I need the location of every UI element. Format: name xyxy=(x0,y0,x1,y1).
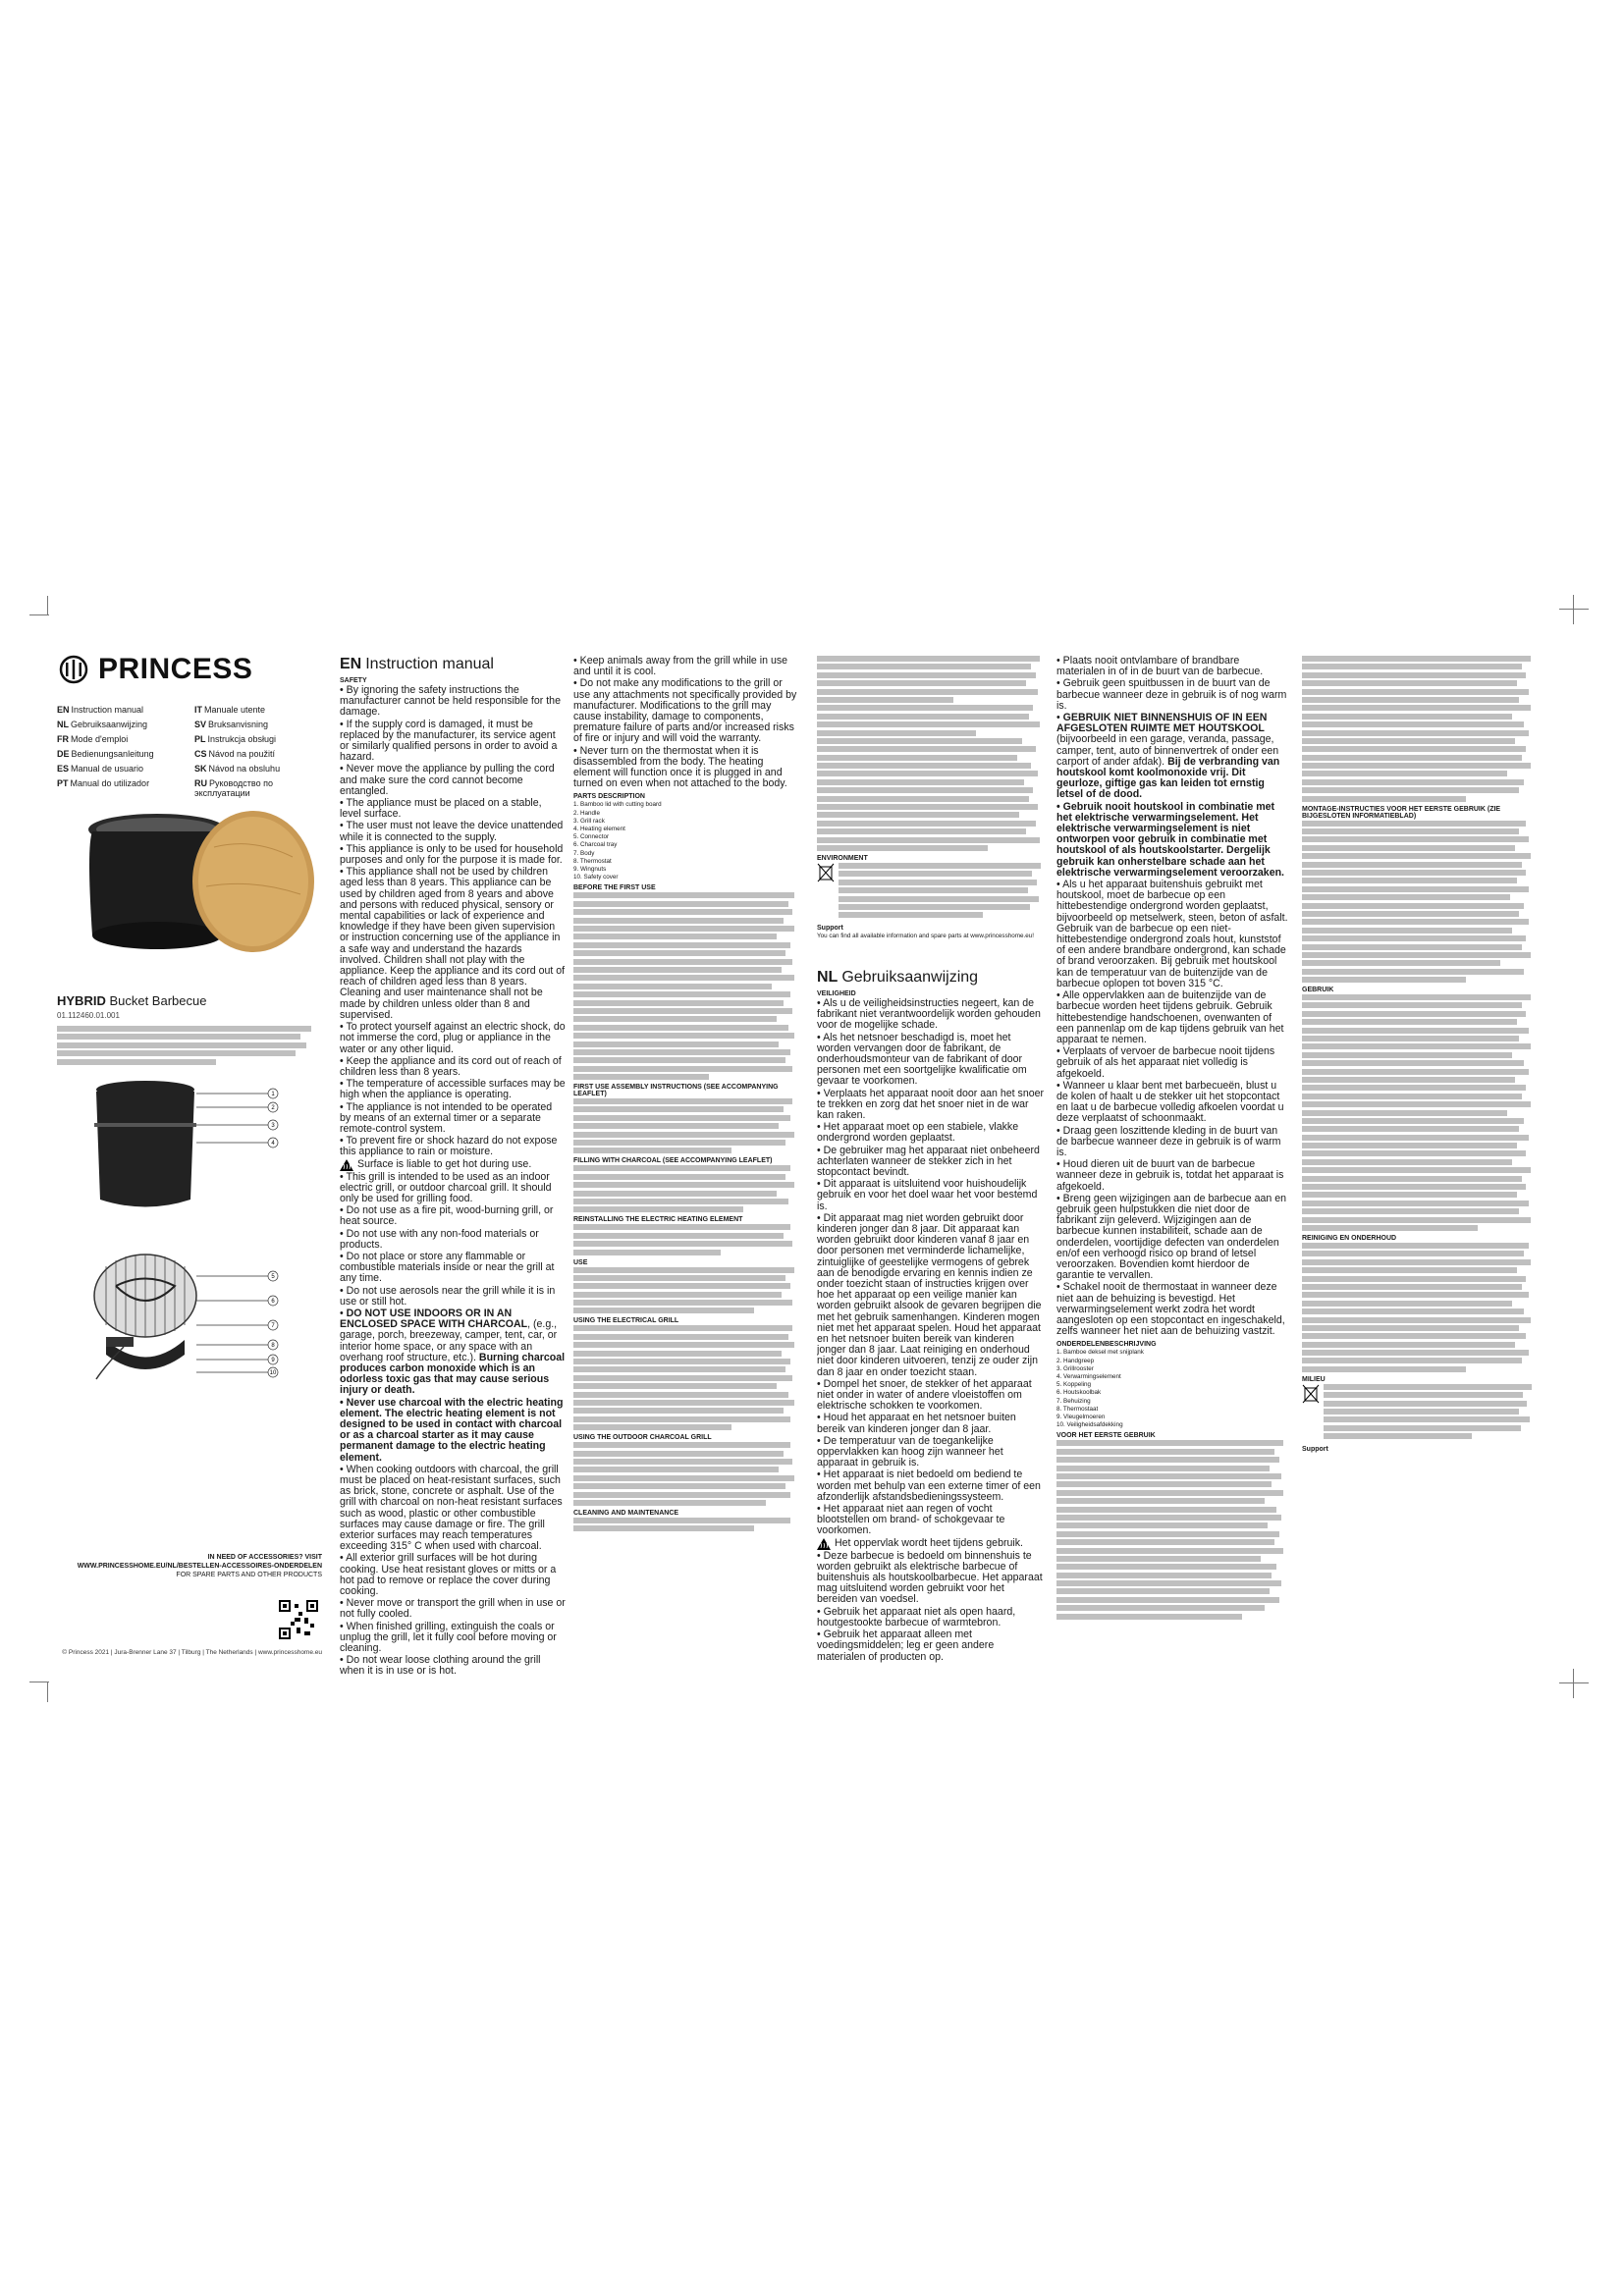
callout-10: 10 xyxy=(269,1370,277,1376)
language-code: PL xyxy=(194,734,206,744)
nl_col2.items2-item: • Schakel nooit de thermostaat in wanneer deze niet aan de behuizing is bevestigd. Het verwarmingselement werkt zodra het wordt aangesloten op een stopcontact en ingeschakeld, zelfs wanneer het niet aan de behuizing vastzit. xyxy=(1056,1282,1288,1337)
nl.items-item: • Het apparaat moet op een stabiele, vlakke ondergrond worden geplaatst. xyxy=(817,1122,1045,1144)
parts.items-item: 10. Safety cover xyxy=(573,874,619,881)
en.safety_items-item: • To prevent fire or shock hazard do not expose this appliance to rain or moisture. xyxy=(340,1136,566,1157)
crop-mark xyxy=(1573,595,1574,624)
en-safety-list xyxy=(340,685,566,1158)
nl.items-item: • De temperatuur van de toegankelijke oppervlakken kan hoog zijn wanneer het apparaat in gebruik is. xyxy=(817,1436,1045,1469)
disclaimer-text xyxy=(57,1026,322,1067)
nl.items2-item: • Deze barbecue is bedoeld om binnenshuis te worden gebruikt als elektrische barbecue of buitenshuis als houtskoolbarbecue. Het apparaat mag uitsluitend worden gebruikt voor het bereiden van voedsel. xyxy=(817,1551,1045,1606)
en.safety_items2-item: • This grill is intended to be used as an indoor electric grill, or outdoor charcoal grill. It should only be used for grilling food. xyxy=(340,1172,566,1205)
nl-milieu-block xyxy=(1302,1384,1536,1442)
qr-code xyxy=(279,1600,318,1639)
language-item xyxy=(194,749,324,759)
nl.items2-item: • Gebruik het apparaat alleen met voedingsmiddelen; leg er geen andere materialen of producten op. xyxy=(817,1629,1045,1663)
nl_col2.parts-item: 4. Verwarmingselement xyxy=(1056,1373,1121,1380)
en.safety_items-item: • By ignoring the safety instructions the manufacturer cannot be held responsible for the damage. xyxy=(340,685,566,719)
nl-safety-list-4 xyxy=(1056,880,1288,1337)
language-code: FR xyxy=(57,734,69,744)
language-item xyxy=(57,705,187,715)
crop-mark xyxy=(1573,1669,1574,1698)
en_col2_top-item: • Do not make any modifications to the grill or use any attachments not specifically provided by manufacturer. Modifications to the grill may cause instability, damage to components, premature failure of parts and/or increased risks of fire or injury and will void the warranty. xyxy=(573,678,799,744)
en_col2_top-item: • Never turn on the thermostat when it is disassembled from the body. The heating element will function once it is plugged in and turned on even when not attached to the body. xyxy=(573,746,799,790)
nl.items-item: • Houd het apparaat en het netsnoer buiten bereik van kinderen jonger dan 8 jaar. xyxy=(817,1413,1045,1434)
language-code: SV xyxy=(194,720,207,729)
support-heading: Support xyxy=(817,924,843,932)
nl.items-item: • Als het netsnoer beschadigd is, moet het worden vervangen door de fabrikant, de onderhoudsmonteur van de fabrikant of door personen met een soortgelijke kwalificatie om gevaar te voorkomen. xyxy=(817,1033,1045,1088)
nl-never-charcoal: • Gebruik nooit houtskool in combinatie met het elektrische verwarmingselement. Het elektrische verwarmingselement is niet ontworpen voor gebruik in combinatie met houtskool of als houtskoolstarter. Dergelijk gebruik kan onherstelbare schade aan het elektrische verwarmingselement veroorzaken. xyxy=(1056,802,1288,879)
nl-parts-list xyxy=(1056,1349,1288,1428)
before-first-use-text xyxy=(573,892,799,1080)
use-heading: USE xyxy=(573,1258,588,1266)
wheelie-bin-icon xyxy=(1302,1384,1320,1404)
callout-8: 8 xyxy=(271,1343,275,1349)
cleaning-text xyxy=(573,1518,799,1531)
language-code: RU xyxy=(194,778,207,788)
nl_col2.items2-item: • Verplaats of vervoer de barbecue nooit tijdens gebruik of als het apparaat niet volledig is afgekoeld. xyxy=(1056,1046,1288,1080)
nl-instructions-text xyxy=(1302,656,1536,802)
en.safety_items-item: • Keep the appliance and its cord out of reach of children less than 8 years. xyxy=(340,1056,566,1078)
callout-3: 3 xyxy=(271,1123,275,1129)
parts-list xyxy=(573,801,799,881)
nl.items-item: • Het apparaat niet aan regen of vocht blootstellen om brand- of schokgevaar te voorkomen. xyxy=(817,1504,1045,1537)
language-code: SK xyxy=(194,764,207,774)
nl-safety-heading: VEILIGHEID xyxy=(817,989,856,997)
nl_col2.items2-item: • Draag geen loszittende kleding in de buurt van de barbecue wanneer deze in gebruik is of warm is. xyxy=(1056,1126,1288,1159)
language-code: CS xyxy=(194,749,207,759)
callout-4: 4 xyxy=(271,1141,275,1147)
nl-before-text xyxy=(1056,1440,1288,1619)
language-item xyxy=(194,720,324,729)
assembly-heading: FIRST USE ASSEMBLY INSTRUCTIONS (SEE ACCOMPANYING LEAFLET) xyxy=(573,1084,779,1098)
nl_col2.parts-item: 5. Koppeling xyxy=(1056,1381,1092,1389)
parts.items-item: 4. Heating element xyxy=(573,826,625,833)
using-electric-text xyxy=(573,1325,799,1430)
using-charcoal-text xyxy=(573,1442,799,1506)
en.safety_items-item: • The user must not leave the device unattended while it is connected to the supply. xyxy=(340,821,566,842)
en.safety_items3-item: • All exterior grill surfaces will be hot during cooking. Use heat resistant gloves or mitts or a hot pad to remove or replace the cover during cooking. xyxy=(340,1553,566,1597)
nl-safety-list-2 xyxy=(817,1551,1045,1663)
nl-support-heading: Support xyxy=(1302,1445,1328,1453)
en-column-1 xyxy=(340,656,566,1686)
language-label: Manual do utilizador xyxy=(70,778,150,788)
nl.items-item: • Dompel het snoer, de stekker of het apparaat niet onder in water of andere vloeistoffen om elektrische schokken te voorkomen. xyxy=(817,1379,1045,1413)
en.safety_items2-item: • Do not use as a fire pit, wood-burning grill, or heat source. xyxy=(340,1205,566,1227)
en.safety_items2-item: • Do not use aerosols near the grill while it is in use or still hot. xyxy=(340,1286,566,1308)
nl_col2.parts-item: 1. Bamboe deksel met snijplank xyxy=(1056,1349,1144,1357)
language-code: ES xyxy=(57,764,70,774)
nl-gebruik-heading: GEBRUIK xyxy=(1302,987,1334,994)
language-label: Manual de usuario xyxy=(71,764,144,774)
copyright: © Princess 2021 | Jura-Brenner Lane 37 | Tilburg | The Netherlands | www.princesshome.eu xyxy=(62,1649,322,1656)
environment-block xyxy=(817,863,1045,921)
en.safety_items-item: • This appliance is only to be used for household purposes and only for the purpose it is made for. xyxy=(340,844,566,866)
language-code: EN xyxy=(57,705,70,715)
nl-milieu-heading: MILIEU xyxy=(1302,1375,1326,1383)
nl-hot-surface-warning: Het oppervlak wordt heet tijdens gebruik. xyxy=(817,1538,1045,1550)
callout-9: 9 xyxy=(271,1358,275,1363)
nl_col2.items2-item: • Alle oppervlakken aan de buitenzijde van de barbecue worden heet tijdens gebruik. Gebruik hittebestendige handschoenen, ovenwanten of een pannenlap om de kap tijdens gebruik van het apparaat te nemen. xyxy=(1056,990,1288,1045)
language-item xyxy=(194,764,324,774)
accessories-footer xyxy=(57,1553,322,1579)
language-item xyxy=(194,705,324,715)
filling-heading: FILLING WITH CHARCOAL (SEE ACCOMPANYING LEAFLET) xyxy=(573,1157,773,1165)
nl-column-3 xyxy=(1302,656,1536,1677)
brand-logo xyxy=(57,650,253,689)
language-code: PT xyxy=(57,778,69,788)
nl-reiniging-heading: REINIGING EN ONDERHOUD xyxy=(1302,1235,1397,1242)
language-item xyxy=(57,749,187,759)
en_col2_top-item: • Keep animals away from the grill while in use and until it is cool. xyxy=(573,656,799,677)
nl-montage-text xyxy=(1302,821,1536,983)
nl-reiniging-text xyxy=(1302,1243,1536,1372)
parts.items-item: 2. Handle xyxy=(573,809,600,817)
en-column-3 xyxy=(817,656,1045,1696)
wheelie-bin-icon xyxy=(817,863,835,882)
en.safety_items3-item: • Do not wear loose clothing around the grill when it is in use or is hot. xyxy=(340,1655,566,1677)
nl-safety-list-3 xyxy=(1056,656,1288,712)
nl.items-item: • Als u de veiligheidsinstructies negeert, kan de fabrikant niet verantwoordelijk worden gehouden voor de mogelijke schade. xyxy=(817,998,1045,1032)
language-code: DE xyxy=(57,749,70,759)
callout-5: 5 xyxy=(271,1274,275,1280)
product-photo xyxy=(67,788,326,985)
product-title: HYBRID Bucket Barbecue xyxy=(57,993,207,1008)
en-safety-list-3 xyxy=(340,1465,566,1678)
parts.items-item: 8. Thermostat xyxy=(573,857,612,865)
crop-mark xyxy=(47,1682,48,1702)
never-charcoal-warning: • Never use charcoal with the electric heating element. The electric heating element is not designed to be used in contact with charcoal or as a charcoal starter as it may cause permanent damage to the electric heating element. xyxy=(340,1398,566,1464)
en.safety_items-item: • The appliance must be placed on a stable, level surface. xyxy=(340,798,566,820)
nl-column-2 xyxy=(1056,656,1288,1696)
nl_col2.items2-item: • Houd dieren uit de buurt van de barbecue wanneer deze in gebruik is, totdat het apparaat is afgekoeld. xyxy=(1056,1159,1288,1193)
callout-6: 6 xyxy=(271,1299,275,1305)
brand-name: PRINCESS xyxy=(98,653,253,685)
parts.items-item: 5. Connector xyxy=(573,833,610,841)
nl_col2.parts-item: 10. Veiligheidsafdekking xyxy=(1056,1421,1123,1429)
nl_col2.parts-item: 9. Vleugelmoeren xyxy=(1056,1414,1106,1421)
en.safety_items-item: • Never move the appliance by pulling the cord and make sure the cord cannot become entangled. xyxy=(340,764,566,797)
language-item xyxy=(194,734,324,744)
cleaning-heading: CLEANING AND MAINTENANCE xyxy=(573,1509,679,1517)
using-charcoal-heading: USING THE OUTDOOR CHARCOAL GRILL xyxy=(573,1434,712,1442)
nl-before-heading: VOOR HET EERSTE GEBRUIK xyxy=(1056,1432,1156,1440)
en.safety_items3-item: • Never move or transport the grill when in use or not fully cooled. xyxy=(340,1598,566,1620)
nl.items-item: • Het apparaat is niet bedoeld om bediend te worden met behulp van een externe timer of een afzonderlijk afstandsbedieningssysteem. xyxy=(817,1469,1045,1503)
nl.items-item: • Verplaats het apparaat nooit door aan het snoer te trekken en zorg dat het snoer niet in de war kan raken. xyxy=(817,1089,1045,1122)
parts.items-item: 3. Grill rack xyxy=(573,817,605,825)
nl_col2.items2-item: • Breng geen wijzigingen aan de barbecue aan en gebruik geen hulpstukken die niet door de fabrikant zijn geleverd. Wijzigingen aan de barbecue kunnen instabiliteit, schade aan de onderdelen, voortijdige defecten van onderdelen en/of een verhoogd risico op brand of letsel veroorzaken. Bovendien komt hierdoor de garantie te vervallen. xyxy=(1056,1194,1288,1282)
language-label: Návod na obsluhu xyxy=(208,764,281,774)
assembly-text xyxy=(573,1098,799,1153)
parts.items-item: 9. Wingnuts xyxy=(573,866,607,874)
nl_col2.parts-item: 6. Houtskoolbak xyxy=(1056,1389,1102,1397)
en.safety_items-item: • If the supply cord is damaged, it must be replaced by the manufacturer, its service agent or similarly qualified persons in order to avoid a hazard. xyxy=(340,720,566,764)
accessories-url-note: FOR SPARE PARTS AND OTHER PRODUCTS xyxy=(176,1572,322,1578)
product-diagram-top xyxy=(67,1247,302,1384)
nl.items-item: • Dit apparaat is uitsluitend voor huishoudelijk gebruik en voor het doel waar het voor bestemd is. xyxy=(817,1179,1045,1212)
en-safety-list-4 xyxy=(573,656,799,789)
filling-text xyxy=(573,1165,799,1212)
nl-parts-heading: ONDERDELENBESCHRIJVING xyxy=(1056,1341,1157,1349)
charcoal-warning: • DO NOT USE INDOORS OR IN AN ENCLOSED SPACE WITH CHARCOAL, (e.g., garage, porch, breezeway, camper, tent, car, or interior home space, or any space with an overhang roof structure, etc.). Burning charcoal produces carbon monoxide which is an odorless toxic gas that may cause serious injury or death. xyxy=(340,1308,566,1397)
en.safety_items-item: • The appliance is not intended to be operated by means of an external timer or a separate remote-control system. xyxy=(340,1102,566,1136)
using-electric-heading: USING THE ELECTRICAL GRILL xyxy=(573,1317,679,1325)
nl_col2.parts-item: 3. Grillrooster xyxy=(1056,1364,1094,1372)
en-safety-heading: SAFETY xyxy=(340,677,367,684)
callout-1: 1 xyxy=(271,1092,275,1097)
nl-heading: NL Gebruiksaanwijzing xyxy=(817,968,979,986)
nl-montage-heading: MONTAGE-INSTRUCTIES VOOR HET EERSTE GEBRUIK (ZIE BIJGESLOTEN INFORMATIEBLAD) xyxy=(1302,805,1501,820)
language-label: Gebruiksaanwijzing xyxy=(71,720,148,729)
hot-surface-icon xyxy=(340,1159,353,1171)
nl_col2.items2-item: • Als u het apparaat buitenshuis gebruikt met houtskool, moet de barbecue op een hittebestendige ondergrond worden geplaatst, bijvoorbeeld op metselwerk, steen, beton of asfalt. Gebruik van de barbecue op een niet-hittebestendige ondergrond zoals hout, kunststof of een andere brandbare ondergrond, kan schade of brand veroorzaken. Bij gebruik met houtskool kan de temperatuur van de buitenzijde van de barbecue oplopen tot boven 315 °C. xyxy=(1056,880,1288,989)
parts-heading: PARTS DESCRIPTION xyxy=(573,793,645,801)
nl_col2.items-item: • Plaats nooit ontvlambare of brandbare materialen in of in de buurt van de barbecue. xyxy=(1056,656,1288,677)
language-code: NL xyxy=(57,720,69,729)
language-label: Manuale utente xyxy=(204,705,266,715)
before-first-use-heading: BEFORE THE FIRST USE xyxy=(573,884,656,892)
nl-safety-list xyxy=(817,998,1045,1537)
use-text xyxy=(573,1267,799,1314)
en.safety_items2-item: • Do not place or store any flammable or combustible materials inside or near the grill at any time. xyxy=(340,1252,566,1285)
language-code: IT xyxy=(194,705,202,715)
parts.items-item: 7. Body xyxy=(573,849,595,857)
en.safety_items-item: • The temperature of accessible surfaces may be high when the appliance is operating. xyxy=(340,1079,566,1100)
parts.items-item: 1. Bamboo lid with cutting board xyxy=(573,801,662,809)
language-label: Bruksanvisning xyxy=(208,720,269,729)
crop-mark xyxy=(29,614,49,615)
nl-charcoal-warning: • GEBRUIK NIET BINNENSHUIS OF IN EEN AFGESLOTEN RUIMTE MET HOUTSKOOL (bijvoorbeeld in een garage, veranda, passage, camper, tent, auto of binnenvertrek of onder een carport of ander afdak). Bij de verbranding van houtskool komt koolmonoxide vrij. Dit geurloze, giftige gas kan leiden tot ernstig letsel of de dood. xyxy=(1056,713,1288,801)
nl-gebruik-text xyxy=(1302,994,1536,1231)
en-column-2 xyxy=(573,656,799,1686)
nl_col2.parts-item: 7. Behuizing xyxy=(1056,1397,1091,1405)
language-item xyxy=(57,734,187,744)
hot-surface-icon xyxy=(817,1538,831,1550)
language-item xyxy=(57,764,187,774)
en.safety_items-item: • This appliance shall not be used by children aged less than 8 years. This appliance can be used by children aged from 8 years and above and persons with reduced physical, sensory or mental capabilities or lack of experience and knowledge if they have been given supervision or instruction concerning use of the appliance in a safe way and understand the hazards involved. Children shall not play with the appliance. Keep the appliance and its cord out of reach of children aged less than 8 years. Cleaning and user maintenance shall not be made by children unless older than 8 and supervised. xyxy=(340,867,566,1021)
en-heading: EN Instruction manual xyxy=(340,656,494,672)
en-safety-list-2 xyxy=(340,1172,566,1308)
accessories-help: IN NEED OF ACCESSORIES? VISIT xyxy=(207,1554,322,1561)
nl_col2.parts-item: 8. Thermostaat xyxy=(1056,1405,1099,1413)
nl_col2.items2-item: • Wanneer u klaar bent met barbecueën, blust u de kolen of haalt u de stekker uit het stopcontact en laat u de barbecue volledig afkoelen voordat u deze verplaatst of schoonmaakt. xyxy=(1056,1081,1288,1125)
product-code: 01.112460.01.001 xyxy=(57,1011,120,1020)
crop-mark xyxy=(1559,609,1589,610)
nl.items-item: • De gebruiker mag het apparaat niet onbeheerd achterlaten wanneer de stekker zich in het stopcontact bevindt. xyxy=(817,1146,1045,1179)
support-text: You can find all available information and spare parts at www.princesshome.eu! xyxy=(817,932,1034,939)
en.safety_items3-item: • When finished grilling, extinguish the coals or unplug the grill, let it fully cool before moving or cleaning. xyxy=(340,1622,566,1655)
reinstall-heading: REINSTALLING THE ELECTRIC HEATING ELEMENT xyxy=(573,1216,743,1224)
cleaning-continued-text xyxy=(817,656,1045,851)
nl_col2.parts-item: 2. Handgreep xyxy=(1056,1357,1095,1364)
language-label: Bedienungsanleitung xyxy=(71,749,154,759)
callout-7: 7 xyxy=(271,1323,275,1329)
language-label: Instrukcja obsługi xyxy=(207,734,277,744)
language-label: Mode d'emploi xyxy=(71,734,129,744)
princess-crown-icon xyxy=(57,655,90,684)
accessories-url[interactable]: WWW.PRINCESSHOME.EU/NL/BESTELLEN-ACCESSOIRES-ONDERDELEN xyxy=(77,1563,322,1570)
language-label: Руководство по эксплуатации xyxy=(194,778,273,798)
nl.items2-item: • Gebruik het apparaat niet als open haard, houtgestookte barbecue of warmtebron. xyxy=(817,1607,1045,1629)
reinstall-text xyxy=(573,1224,799,1255)
nl.items-item: • Dit apparaat mag niet worden gebruikt door kinderen jonger dan 8 jaar. Dit apparaat kan worden gebruikt door kinderen vanaf 8 jaar en door personen met verminderde lichamelijke, zintuiglijke of geestelijke vermogens of gebrek aan de benodigde ervaring en kennis indien ze onder toezicht staan of instructies krijgen over hoe het apparaat op een veilige manier kan worden gebruikt alsook de gevaren begrijpen die met het gebruik samenhangen. Kinderen mogen niet met het apparaat spelen. Houd het apparaat en het netsnoer buiten bereik van kinderen jonger dan 8 jaar. Laat reiniging en onderhoud niet door kinderen uitvoeren, tenzij ze ouder zijn dan 8 jaar en onder toezicht staan. xyxy=(817,1213,1045,1378)
language-label: Instruction manual xyxy=(71,705,144,715)
nl_col2.items-item: • Gebruik geen spuitbussen in de buurt van de barbecue wanneer deze in gebruik is of nog warm is. xyxy=(1056,678,1288,712)
en.safety_items-item: • To protect yourself against an electric shock, do not immerse the cord, plug or appliance in the water or any other liquid. xyxy=(340,1022,566,1055)
language-label: Návod na použití xyxy=(208,749,276,759)
product-diagram-side xyxy=(67,1072,302,1229)
parts.items-item: 6. Charcoal tray xyxy=(573,841,618,849)
en.safety_items3-item: • When cooking outdoors with charcoal, the grill must be placed on heat-resistant surfaces, such as brick, stone, concrete or asphalt. Use of the grill with charcoal on non-heat resistant surfaces such as wood, plastic or other combustible surfaces may cause damage or fire. The grill exterior surfaces may reach temperatures exceeding 315° C when used with charcoal. xyxy=(340,1465,566,1553)
language-list xyxy=(57,705,324,798)
crop-mark xyxy=(47,596,48,615)
crop-mark xyxy=(1559,1682,1589,1683)
hot-surface-warning: Surface is liable to get hot during use. xyxy=(340,1159,566,1171)
callout-2: 2 xyxy=(271,1105,275,1111)
environment-heading: ENVIRONMENT xyxy=(817,854,868,862)
en.safety_items2-item: • Do not use with any non-food materials or products. xyxy=(340,1229,566,1251)
language-item xyxy=(57,720,187,729)
